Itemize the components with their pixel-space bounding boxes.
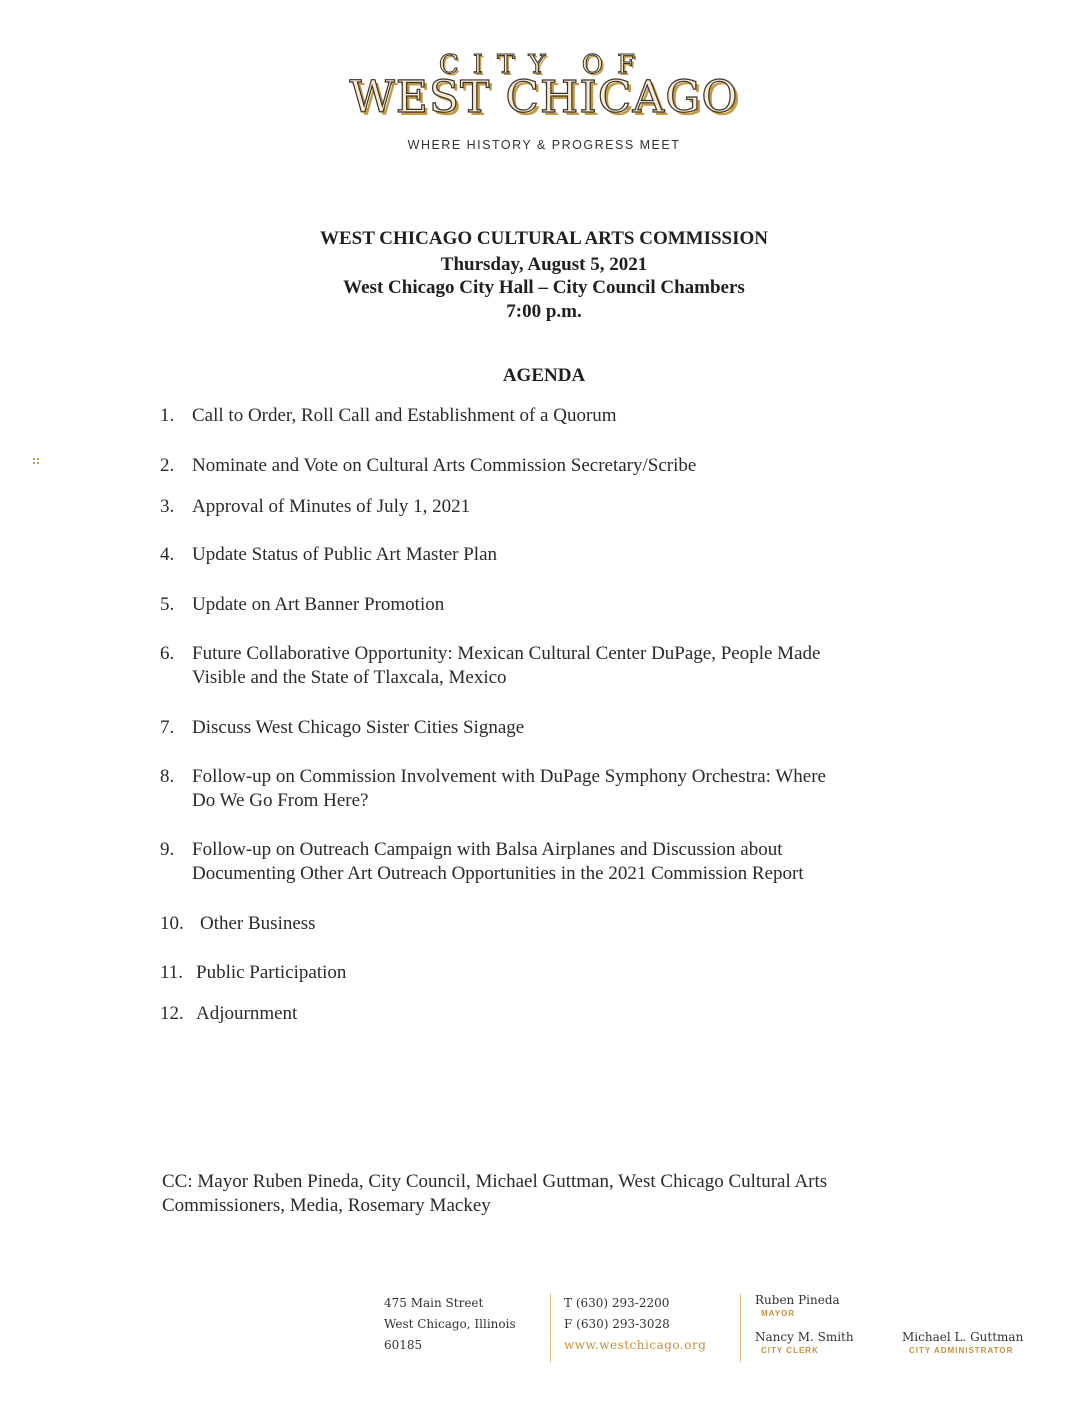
agenda-item-number: 2. xyxy=(160,455,175,476)
agenda-item-text: Update on Art Banner Promotion xyxy=(192,594,445,615)
footer-clerk xyxy=(755,1330,854,1358)
agenda-item-text: Update Status of Public Art Master Plan xyxy=(192,544,498,565)
clerk-name: Nancy M. Smith xyxy=(755,1330,854,1344)
agenda-item-text xyxy=(192,838,804,886)
agenda-item-line: Do We Go From Here? xyxy=(192,790,369,811)
agenda-item-text: Approval of Minutes of July 1, 2021 xyxy=(192,496,471,517)
agenda-item-text: Nominate and Vote on Cultural Arts Commission Secretary/Scribe xyxy=(192,455,697,476)
agenda-item-8 xyxy=(160,765,826,813)
scan-artifact xyxy=(33,458,39,464)
clerk-title: CITY CLERK xyxy=(761,1346,819,1355)
mayor-name: Ruben Pineda xyxy=(755,1293,840,1307)
commission-title: WEST CHICAGO CULTURAL ARTS COMMISSION xyxy=(319,228,769,249)
agenda-item-number: 4. xyxy=(160,544,175,565)
address-zip: 60185 xyxy=(384,1338,423,1352)
agenda-item-5 xyxy=(160,593,444,617)
agenda-item-number: 9. xyxy=(160,839,175,860)
agenda-item-11 xyxy=(160,961,346,985)
agenda-item-number: 1. xyxy=(160,405,175,426)
meeting-location: West Chicago City Hall – City Council Chambers xyxy=(343,277,745,298)
agenda-item-6 xyxy=(160,642,820,690)
footer-administrator xyxy=(902,1330,1023,1358)
agenda-item-line: Future Collaborative Opportunity: Mexican Cultural Center DuPage, People Made xyxy=(192,643,821,664)
agenda-item-line: Visible and the State of Tlaxcala, Mexico xyxy=(192,667,507,688)
agenda-item-4 xyxy=(160,543,497,567)
agenda-item-text: Adjournment xyxy=(196,1003,298,1024)
meeting-date: Thursday, August 5, 2021 xyxy=(440,254,648,275)
agenda-item-9 xyxy=(160,838,804,886)
agenda-item-number: 6. xyxy=(160,643,175,664)
agenda-item-text xyxy=(192,642,820,690)
agenda-item-number: 8. xyxy=(160,766,175,787)
agenda-item-number: 12. xyxy=(160,1003,184,1024)
fax-number: F (630) 293-3028 xyxy=(564,1317,670,1331)
agenda-item-number: 5. xyxy=(160,594,175,615)
footer-divider xyxy=(740,1294,741,1362)
agenda-item-text: Discuss West Chicago Sister Cities Signage xyxy=(192,717,525,738)
agenda-item-number: 3. xyxy=(160,496,175,517)
agenda-item-line: Follow-up on Commission Involvement with DuPage Symphony Orchestra: Where xyxy=(192,766,826,787)
agenda-item-text: Other Business xyxy=(200,913,316,934)
cc-line: Commissioners, Media, Rosemary Mackey xyxy=(162,1195,491,1216)
address-city: West Chicago, Illinois xyxy=(384,1317,516,1331)
footer-address xyxy=(384,1293,516,1356)
agenda-item-text: Call to Order, Roll Call and Establishment of a Quorum xyxy=(192,405,617,426)
agenda-item-12 xyxy=(160,1002,297,1026)
meeting-time: 7:00 p.m. xyxy=(506,301,582,322)
agenda-item-number: 7. xyxy=(160,717,175,738)
address-street: 475 Main Street xyxy=(384,1296,484,1310)
agenda-item-text xyxy=(192,765,826,813)
agenda-item-number: 11. xyxy=(160,962,184,983)
agenda-item-10 xyxy=(160,912,316,936)
administrator-title: CITY ADMINISTRATOR xyxy=(909,1346,1014,1355)
agenda-item-2 xyxy=(160,454,696,478)
agenda-item-1 xyxy=(160,404,617,428)
mayor-title: MAYOR xyxy=(761,1309,796,1318)
agenda-item-3 xyxy=(160,495,470,519)
agenda-item-text: Public Participation xyxy=(196,962,347,983)
agenda-item-line: Documenting Other Art Outreach Opportunities in the 2021 Commission Report xyxy=(192,863,804,884)
cc-line: CC: Mayor Ruben Pineda, City Council, Michael Guttman, West Chicago Cultural Arts xyxy=(162,1171,828,1192)
phone-number: T (630) 293-2200 xyxy=(564,1296,670,1310)
footer-contact xyxy=(564,1293,706,1356)
cc-list xyxy=(162,1170,922,1218)
agenda-item-7 xyxy=(160,716,524,740)
agenda-item-number: 10. xyxy=(160,913,184,934)
agenda-heading: AGENDA xyxy=(502,365,586,386)
logo-tagline: WHERE HISTORY & PROGRESS MEET xyxy=(407,138,681,152)
agenda-item-line: Follow-up on Outreach Campaign with Balsa Airplanes and Discussion about xyxy=(192,839,783,860)
administrator-name: Michael L. Guttman xyxy=(902,1330,1024,1344)
logo-west-chicago: WEST CHICAGO xyxy=(349,72,739,123)
footer-mayor xyxy=(755,1293,840,1321)
website-link[interactable]: www.westchicago.org xyxy=(564,1338,707,1352)
footer-divider xyxy=(550,1294,551,1362)
logo-city-of: CITY OF xyxy=(438,50,650,80)
